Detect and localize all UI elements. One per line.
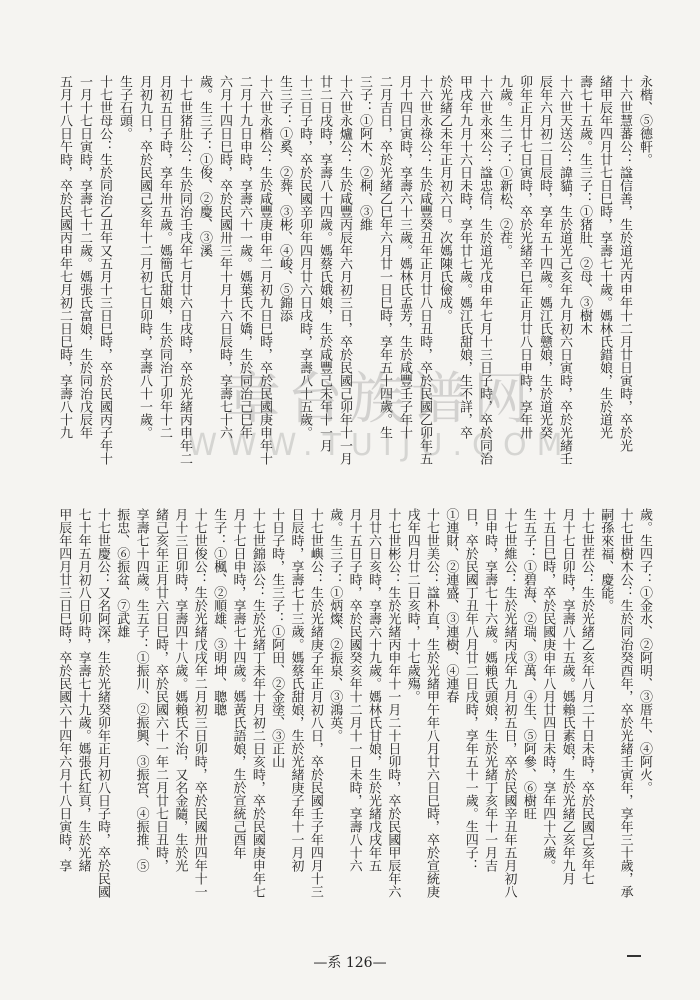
text-column: 十六世永楷公：生於咸豐庚申年二月初九日巳時，卒於民國庚申年十 <box>257 75 272 465</box>
text-column: 十七世維公：生於光緒丙戌年九月初五日，卒於民國辛丑年五月初八 <box>501 508 517 898</box>
text-column: 二月十九日申時，享壽六十一歲。媽葉氏不嬌，生於同治己巳年 <box>237 75 252 439</box>
text-column: 月十三日卯時，享壽四十八歲。媽賴氏不治，又名金隨，生於光 <box>172 508 188 872</box>
text-column: 七十年五月初八日卯時，享壽七十九歲。媽張氏紅頁，生於光緒 <box>75 508 91 872</box>
text-column: 十五日巳時，卒於民國庚申年八月廿四日未時，享年四十六歲。 <box>540 508 556 872</box>
text-column: 月十七日申時，享壽七十四歲。媽黃氏語娘，生於宣統己酉年 <box>230 508 246 859</box>
text-column: 生三子：①奚、②葬、③彬、④峻、⑤錦添 <box>277 75 292 322</box>
text-column: 月十四日寅時，享壽六十三歲。媽林氏孟芳，生於咸豐壬子年十 <box>397 75 412 439</box>
text-column: 於光緒乙未年正月初六日。次媽陳氏儉成。 <box>437 75 452 322</box>
text-column: 甲辰年四月廿三日巳時，卒於民國六十四年六月十八日寅時，享 <box>56 508 72 872</box>
text-column: 十七世茬公：生於光緒乙亥年八月二十日未時，卒於民國己亥年七 <box>578 508 594 885</box>
text-column: 十六世永來公：諡忠信，生於道光戊申年七月十三日子時，卒於同治 <box>477 75 492 465</box>
text-column: 十三日子時，卒於民國辛卯年四月廿六日戌時，享壽八十五歲。 <box>297 75 312 439</box>
text-column: 十七世樹木公：生於同治癸酉年，卒於光緒壬寅年，享年三十歲，承 <box>617 508 633 898</box>
text-column: 十七世嶼公：生於光緒庚子年正月初八日，卒於民國壬子年四月十三 <box>307 508 323 898</box>
text-column: 九歲。生二子：①新松、②茬。 <box>497 75 512 257</box>
text-column: 歲。生三子：①炳燦、②振泉、③鴻英。 <box>327 508 343 742</box>
text-column: 生子：①楓、②順雄、③明坤、聰聰 <box>211 508 227 716</box>
text-column: 十六世永爐公：生於咸豐丙辰年六月初三日，卒於民國己卯年十一月 <box>337 75 352 465</box>
text-column: 月廿六日亥時，享壽六十九歲。媽林氏甘娘，生於光緒戊戌年五 <box>365 508 381 872</box>
text-column: 五月十八日午時，卒於民國丙申年七月初二日巳時，享壽八十九 <box>57 75 72 439</box>
text-column: 十七世俊公：生於光緒戊戌年二月初三日卯時，卒於民國卅四年十一 <box>191 508 207 898</box>
text-column: 月初九日，卒於民國己亥年十二月初七日卯時，享壽八十一歲。 <box>137 75 152 439</box>
text-column: 十七世猪肚公：生於同治壬戌年七月廿六日戌時，卒於光緒丙申年二 <box>177 75 192 465</box>
text-column: 三子：①阿木、②桐、③維 <box>357 75 372 231</box>
text-column: 享壽七十四歲。生五子：①振川、②振興、③振宮、④振推、⑤ <box>133 508 149 872</box>
text-column: 永楷、⑤德軒。 <box>637 75 652 166</box>
text-column: 振忠、⑥振盆、⑦武雄 <box>114 508 130 638</box>
text-column: ①連財、②連盛、③連樹、④連春 <box>443 508 459 703</box>
text-column: 緒甲辰年四月廿七日巳時，享壽七十歲。媽林氏錯娘，生於道光 <box>597 75 612 439</box>
text-column: 緒己亥年正月廿六日巳時，卒於民國六十一年二月廿七日丑時， <box>153 508 169 872</box>
corner-mark <box>627 955 641 957</box>
text-column: 二月吉日，卒於光緒乙巳年六月廿一日巳時，享年五十四歲。生 <box>377 75 392 439</box>
text-column: 生子石頭。 <box>117 75 132 140</box>
watermark-text: 章台族谱网 <box>225 367 535 432</box>
text-column: 日申時，享壽七十六歲。媽賴氏頭娘，生於光緒丁亥年十一月吉 <box>482 508 498 872</box>
watermark-url: WWW.TUIJU.COM <box>187 428 573 463</box>
text-column: 生五子：①碧海、②瑞、③萬、④生、⑤阿參、⑥樹旺 <box>520 508 536 820</box>
section-divider <box>55 502 655 503</box>
text-column: 卯年正月廿七日寅時，卒於光緒辛巳年正月廿八日申時，享年卅 <box>517 75 532 439</box>
text-column: 月十五日子時，卒於民國癸亥年十二月十一日未時，享壽八十六 <box>346 508 362 872</box>
text-column: 日，卒於民國丁丑年八月廿二日戌時，享年五十一歲。生四子： <box>462 508 478 872</box>
text-column: 十六世永祿公：生於咸豐癸丑年正月廿八日丑時，卒於民國乙卯年五 <box>417 75 432 465</box>
text-column: 月十七日卯時，享壽八十五歲。媽賴氏素娘，生於光緒乙亥年九月 <box>559 508 575 885</box>
text-column: 月初五日子時，享年卅五歲。媽簡氏甜娘，生於同治丁卯年十二 <box>157 75 172 439</box>
text-column: 十六世慧蕃公：諡信善，生於道光丙申年十二月廿日寅時，卒於光 <box>617 75 632 452</box>
page-number: —系 126— <box>313 955 387 971</box>
text-column: 十日子時，生三子：①阿田、②金塗、③正山 <box>269 508 285 768</box>
text-column: 戌年四月廿二日亥時，十七歲殤。 <box>404 508 420 703</box>
text-column: 甲戌年九月十六日未時，享年廿七歲。媽江氏甜娘，生不詳，卒 <box>457 75 472 439</box>
text-column: 一月十七日寅時，享壽七十二歲。媽張氏富娘，生於同治戊辰年 <box>77 75 92 439</box>
text-column: 歲。生四子：①金水、②阿明、③厝牛、④阿火。 <box>637 508 652 794</box>
text-column: 十七世美公：諡朴直，生於光緒甲午年八月廿六日巳時，卒於宣統庚 <box>424 508 440 898</box>
lower-text-block <box>55 508 655 933</box>
text-column: 十七世母公：生於同治乙丑年又五月十三日巳時，卒於民國丙子年十 <box>97 75 112 465</box>
text-column: 十六世天送公：諱貓，生於道光己亥年九月初六日寅時，卒於光緒壬 <box>557 75 572 465</box>
text-column: 壽七十五歲。生三子：①猪肚、②母、③樹木 <box>577 75 592 335</box>
text-column: 辰年六月初二日辰時，享年五十四歲。媽江氏戆娘，生於道光癸 <box>537 75 552 439</box>
text-column: 十七世慶公：又名阿深，生於光緒癸卯年正月初八日子時，卒於民國 <box>94 508 110 898</box>
text-column: 六月十四日巳時，卒於民國卅三年十月十六日辰時，享壽七十六 <box>217 75 232 439</box>
text-column: 十七世彬公：生於光緒丙申年十一月二十日卯時，卒於民國甲辰年六 <box>385 508 401 898</box>
text-column: 歲。生三子：①俊、②慶、③溪 <box>197 75 212 257</box>
text-column: 嗣孫來福、慶能。 <box>598 508 614 612</box>
text-column: 十七世錦添公：生於光緒丁未年十月初二日亥時，卒於民國庚申年七 <box>249 508 265 898</box>
text-column: 日辰時，享壽七十三歲。媽蔡氏甜娘，生於光緒庚子年十一月初 <box>288 508 304 872</box>
text-column: 廿二日戌時，享壽八十四歲。媽蔡氏娥娘，生於咸豐己未年十一月 <box>317 75 332 452</box>
